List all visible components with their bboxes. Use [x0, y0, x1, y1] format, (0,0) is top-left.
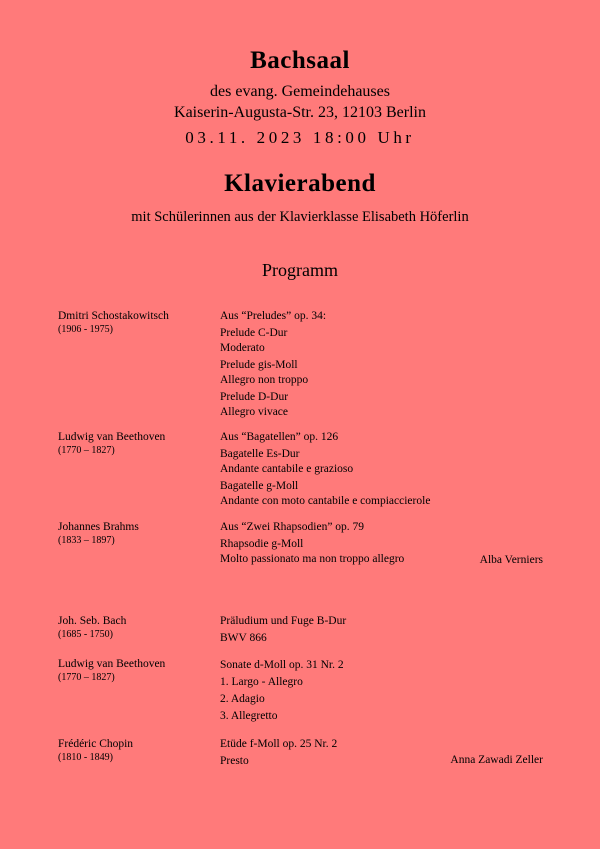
work-line: 1. Largo - Allegro: [220, 676, 303, 688]
venue-address: Kaiserin-Augusta-Str. 23, 12103 Berlin: [174, 104, 426, 121]
work-line: 3. Allegretto: [220, 710, 278, 722]
work-details: [220, 614, 346, 646]
composer-name: Johannes Brahms: [58, 521, 139, 533]
work-title: Präludium und Fuge B-Dur: [220, 615, 347, 627]
composer-info: [58, 737, 133, 765]
venue-subtitle: des evang. Gemeindehauses: [210, 83, 390, 100]
work-line: Molto passionato ma non troppo allegro: [220, 553, 405, 565]
composer-years: (1906 - 1975): [58, 324, 113, 335]
work-line: BWV 866: [220, 632, 267, 644]
event-title: Klavierabend: [224, 170, 376, 197]
composer-name: Ludwig van Beethoven: [58, 658, 166, 670]
work-line: Prelude gis-Moll: [220, 359, 298, 371]
composer-years: (1833 – 1897): [58, 535, 115, 546]
composer-name: Frédéric Chopin: [58, 738, 134, 750]
work-line: Bagatelle Es-Dur: [220, 448, 300, 460]
work-details: [220, 737, 337, 769]
work-details: [220, 309, 326, 420]
composer-name: Joh. Seb. Bach: [58, 615, 127, 627]
composer-info: [58, 309, 169, 337]
work-title: Aus “Zwei Rhapsodien” op. 79: [220, 521, 365, 533]
work-details: [220, 430, 430, 509]
work-line: Allegro vivace: [220, 406, 289, 418]
performer-name: Alba Verniers: [479, 554, 543, 566]
work-line: Rhapsodie g-Moll: [220, 538, 304, 550]
composer-name: Dmitri Schostakowitsch: [58, 310, 169, 322]
event-datetime: 03.11. 2023 18:00 Uhr: [185, 128, 415, 147]
work-details: [220, 520, 404, 567]
work-details: [220, 657, 344, 725]
composer-years: (1770 – 1827): [58, 672, 115, 683]
program-heading: Programm: [262, 260, 338, 280]
composer-years: (1770 – 1827): [58, 445, 115, 456]
composer-info: [58, 520, 139, 548]
composer-info: [58, 657, 165, 685]
venue-title: Bachsaal: [250, 47, 350, 74]
composer-years: (1685 - 1750): [58, 629, 113, 640]
work-line: Presto: [220, 755, 249, 767]
work-line: Andante cantabile e grazioso: [220, 463, 354, 475]
composer-info: [58, 430, 165, 458]
work-line: Andante con moto cantabile e compiaccierole: [220, 495, 431, 507]
work-title: Sonate d-Moll op. 31 Nr. 2: [220, 659, 344, 671]
composer-years: (1810 - 1849): [58, 752, 113, 763]
event-tagline: mit Schülerinnen aus der Klavierklasse Elisabeth Höferlin: [131, 209, 469, 225]
composer-info: [58, 614, 126, 642]
work-title: Aus “Bagatellen” op. 126: [220, 431, 339, 443]
work-line: Moderato: [220, 342, 265, 354]
work-line: Allegro non troppo: [220, 374, 309, 386]
work-line: 2. Adagio: [220, 693, 265, 705]
work-title: Etüde f-Moll op. 25 Nr. 2: [220, 738, 338, 750]
performer-name: Anna Zawadi Zeller: [450, 754, 543, 766]
work-title: Aus “Preludes” op. 34:: [220, 310, 327, 322]
work-line: Prelude D-Dur: [220, 391, 289, 403]
work-line: Prelude C-Dur: [220, 327, 288, 339]
composer-name: Ludwig van Beethoven: [58, 431, 166, 443]
work-line: Bagatelle g-Moll: [220, 480, 299, 492]
